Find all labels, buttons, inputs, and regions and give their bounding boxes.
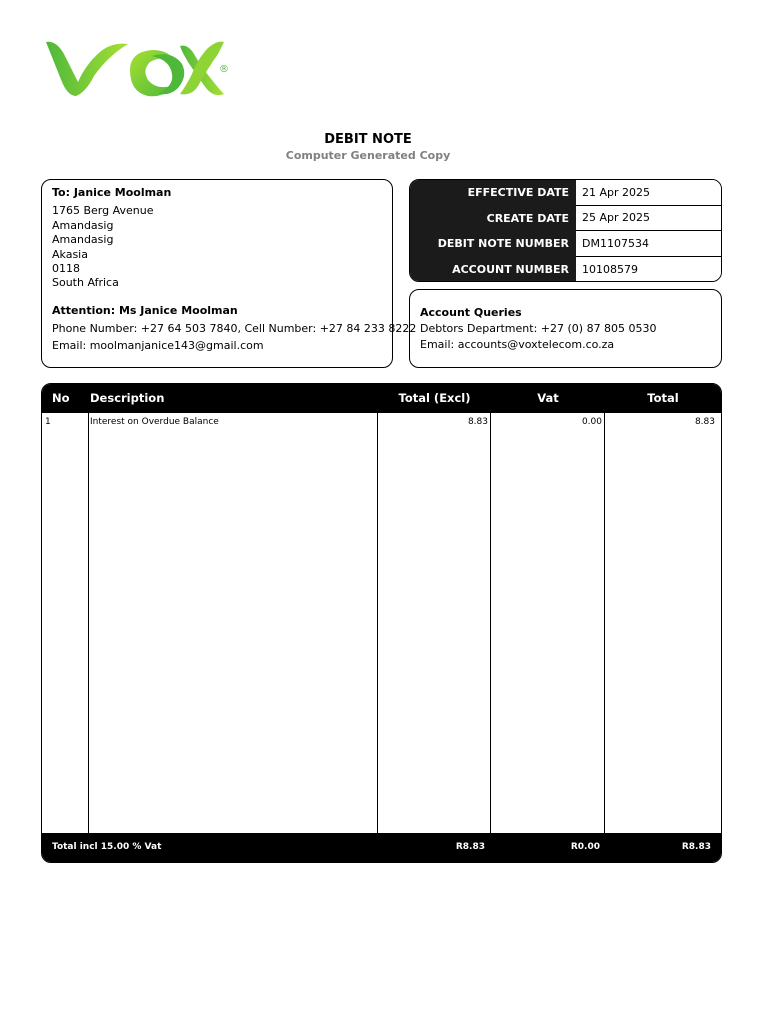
address-line: 0118	[52, 262, 80, 276]
row-no: 1	[45, 417, 51, 427]
header-description: Description	[90, 391, 165, 405]
footer-vat: R0.00	[570, 842, 600, 852]
address-line: South Africa	[52, 276, 119, 290]
attention-line: Attention: Ms Janice Moolman	[52, 303, 238, 317]
svg-text:®: ®	[219, 64, 229, 75]
debit-note-number-value: DM1107534	[576, 231, 721, 257]
debtors-department-line: Debtors Department: +27 (0) 87 805 0530	[420, 322, 657, 335]
vox-logo	[42, 34, 234, 104]
row-description: Interest on Overdue Balance	[90, 417, 219, 427]
column-divider	[604, 384, 605, 833]
create-date-label: CREATE DATE	[486, 211, 569, 225]
recipient-panel	[41, 179, 417, 368]
create-date-value: 25 Apr 2025	[576, 206, 721, 232]
header-total-excl: Total (Excl)	[398, 391, 471, 405]
row-vat: 0.00	[581, 417, 602, 427]
address-line: Akasia	[52, 247, 88, 261]
line-items-table	[41, 383, 722, 863]
debit-note-number-label: DEBIT NOTE NUMBER	[437, 237, 569, 251]
recipient-name: To: Janice Moolman	[52, 186, 172, 199]
address-line: Amandasig	[52, 218, 114, 232]
vox-logo-graphic	[42, 34, 234, 104]
footer-total: R8.83	[681, 842, 711, 852]
details-labels	[410, 180, 576, 281]
header-vat: Vat	[537, 391, 559, 405]
address-line: Amandasig	[52, 233, 114, 247]
row-total: 8.83	[694, 417, 715, 427]
footer-total-excl: R8.83	[455, 842, 485, 852]
account-number-label: ACCOUNT NUMBER	[452, 262, 569, 276]
account-queries-panel	[409, 289, 722, 368]
table-header	[42, 384, 721, 413]
table-footer	[42, 833, 721, 862]
address-line: 1765 Berg Avenue	[52, 204, 154, 218]
document-subtitle: Computer Generated Copy	[285, 149, 451, 162]
effective-date-value: 21 Apr 2025	[576, 180, 721, 206]
document-details-panel	[409, 179, 722, 282]
header-no: No	[52, 391, 70, 405]
document-title: DEBIT NOTE	[324, 132, 412, 147]
column-divider	[490, 384, 491, 833]
footer-label: Total incl 15.00 % Vat	[52, 842, 162, 852]
row-total-excl: 8.83	[467, 417, 488, 427]
recipient-address	[52, 204, 392, 290]
queries-email-line: Email: accounts@voxtelecom.co.za	[420, 338, 615, 351]
details-values	[576, 180, 721, 281]
column-divider	[88, 384, 89, 833]
effective-date-label: EFFECTIVE DATE	[467, 186, 569, 200]
column-divider	[377, 384, 378, 833]
recipient-contact	[52, 321, 417, 354]
phone-line: Phone Number: +27 64 503 7840, Cell Number: +27 84 233 8222	[52, 322, 417, 336]
email-line: Email: moolmanjanice143@gmail.com	[52, 338, 264, 352]
queries-title: Account Queries	[420, 306, 522, 319]
account-number-value: 10108579	[582, 262, 638, 276]
header-total: Total	[647, 391, 679, 405]
